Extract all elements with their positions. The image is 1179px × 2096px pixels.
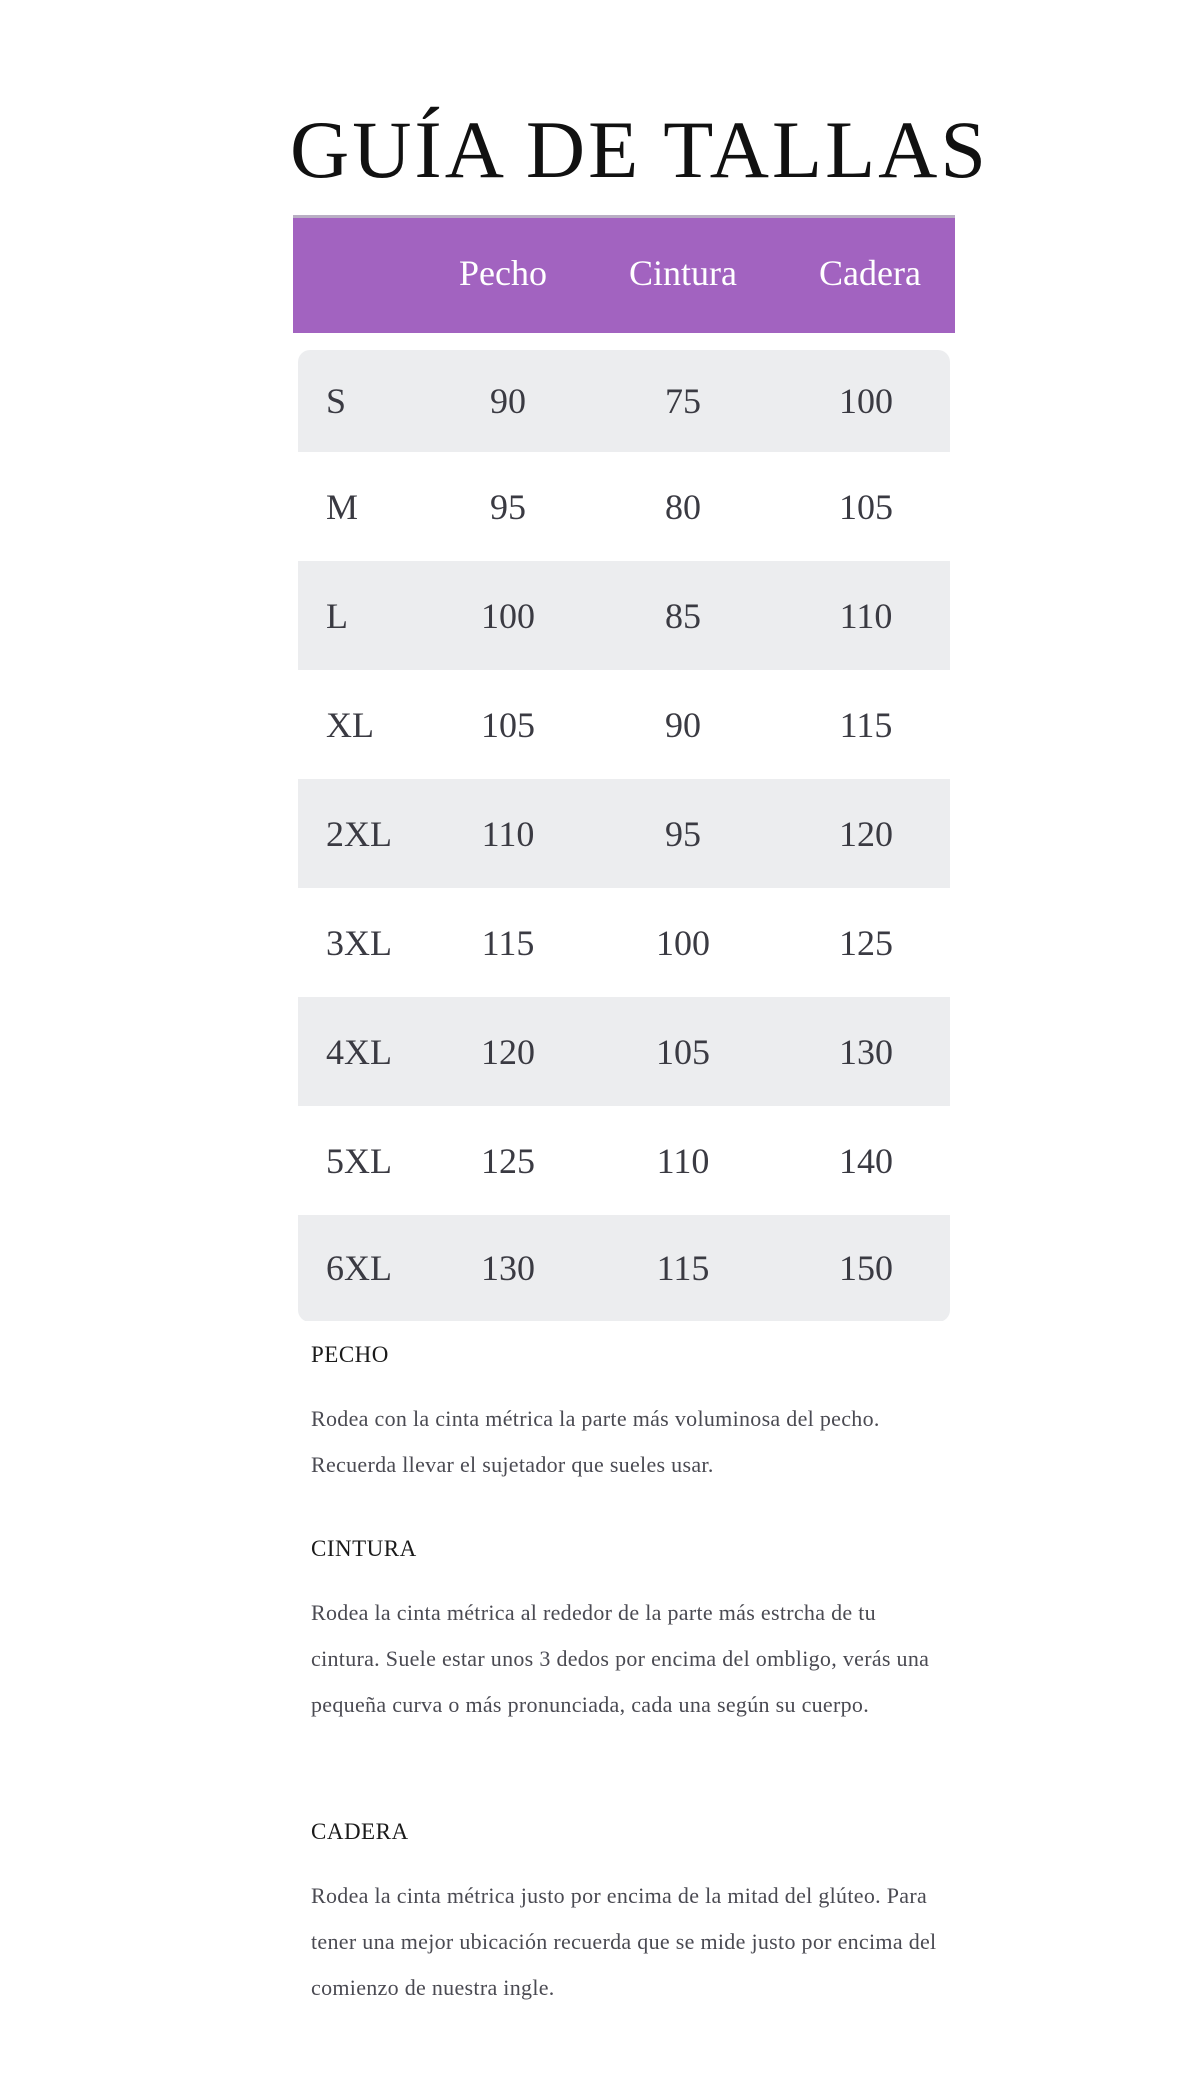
page-title: GUÍA DE TALLAS: [290, 104, 990, 195]
size-label: 5XL: [326, 1140, 392, 1181]
size-label: XL: [326, 704, 374, 745]
table-row: [298, 350, 950, 452]
size-label: M: [326, 486, 359, 527]
pecho-value: 125: [481, 1140, 535, 1181]
size-table-header: [293, 215, 955, 333]
cadera-value: 115: [839, 704, 893, 745]
cadera-value: 105: [839, 486, 893, 527]
pecho-value: 90: [490, 381, 526, 421]
pecho-value: 100: [481, 595, 535, 636]
cadera-value: 150: [839, 1248, 893, 1288]
pecho-value: 95: [490, 486, 526, 527]
cadera-value: 120: [839, 813, 893, 854]
cadera-value: 125: [839, 922, 893, 963]
table-row: [298, 997, 950, 1106]
column-header-cintura: Cintura: [629, 253, 737, 293]
cadera-value: 110: [839, 595, 893, 636]
section-text-cadera: Rodea la cinta métrica justo por encima de la mitad del glúteo. Para tener una mejor ubicación recuerda que se mide justo por encima del comienzo de nuestra ingle.: [311, 1883, 937, 2000]
cintura-value: 90: [665, 704, 701, 745]
size-label: 6XL: [326, 1248, 392, 1288]
size-label: S: [326, 381, 347, 421]
table-row: [298, 1215, 950, 1321]
size-table-body: [298, 350, 950, 1322]
pecho-value: 130: [481, 1248, 535, 1288]
cintura-value: 95: [665, 813, 701, 854]
cintura-value: 85: [665, 595, 701, 636]
size-label: 3XL: [326, 922, 392, 963]
table-row: [298, 888, 950, 997]
section-heading-pecho: PECHO: [311, 1342, 389, 1367]
pecho-value: 110: [481, 813, 535, 854]
size-label: 4XL: [326, 1031, 392, 1072]
cintura-value: 100: [656, 922, 710, 963]
table-row: [298, 452, 950, 561]
section-heading-cadera: CADERA: [311, 1819, 409, 1844]
pecho-value: 115: [481, 922, 535, 963]
section-heading-cintura: CINTURA: [311, 1536, 417, 1561]
column-header-cadera: Cadera: [819, 253, 921, 293]
pecho-value: 120: [481, 1031, 535, 1072]
size-label: 2XL: [326, 813, 392, 854]
cintura-value: 105: [656, 1031, 710, 1072]
cintura-value: 115: [656, 1248, 710, 1288]
section-text-pecho: Rodea con la cinta métrica la parte más voluminosa del pecho. Recuerda llevar el sujetador que sueles usar.: [311, 1406, 880, 1477]
column-header-pecho: Pecho: [459, 253, 547, 293]
cadera-value: 140: [839, 1140, 893, 1181]
size-label: L: [326, 595, 348, 636]
table-row: [298, 1106, 950, 1215]
cadera-value: 130: [839, 1031, 893, 1072]
pecho-value: 105: [481, 704, 535, 745]
section-text-cintura: Rodea la cinta métrica al rededor de la parte más estrcha de tu cintura. Suele estar unos 3 dedos por encima del ombligo, verás una pequeña curva o más pronunciada, cada una según su cuerpo.: [311, 1600, 930, 1717]
table-row: [298, 670, 950, 779]
cintura-value: 110: [656, 1140, 710, 1181]
table-row: [298, 561, 950, 670]
cintura-value: 75: [665, 381, 701, 421]
cintura-value: 80: [665, 486, 701, 527]
cadera-value: 100: [839, 381, 893, 421]
table-row: [298, 779, 950, 888]
